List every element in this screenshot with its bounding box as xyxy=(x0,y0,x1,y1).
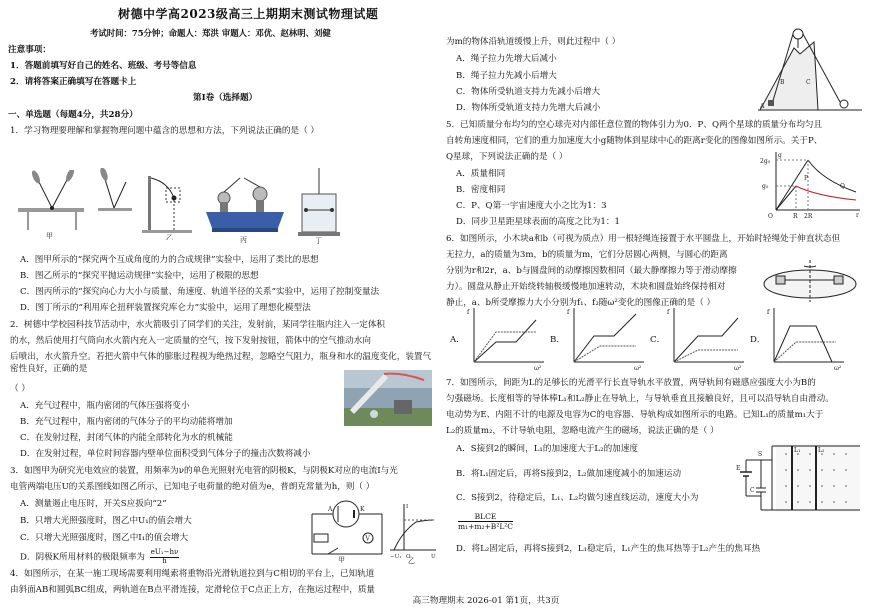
q6-option-d-label[interactable]: D． xyxy=(750,335,766,345)
q1-label-yi: 乙 xyxy=(166,234,173,240)
q1-figure-jia-2 xyxy=(96,168,136,240)
q7-option-c[interactable]: C．S接到2，待稳定后，L₁、L₂均做匀速直线运动，速度大小为 xyxy=(456,493,699,503)
q3-stem-line1: 3．如图甲为研究光电效应的装置，用频率为ν的单色光照射光电管的阴极K，与阴极K对应的电流I与光 xyxy=(10,466,398,476)
svg-text:C: C xyxy=(750,487,755,494)
q5-xtick: 2R xyxy=(804,213,813,220)
q1-label-bing: 丙 xyxy=(240,236,247,244)
q4-point-a: A xyxy=(760,103,765,110)
svg-text:A: A xyxy=(328,506,333,513)
q1-stem: 1．学习物理要理解和掌握物理问题中蕴含的思想和方法，下列说法正确的是（ ） xyxy=(10,126,319,136)
q3-figure-jia xyxy=(308,494,386,564)
q4-option-a[interactable]: A．绳子拉力先增大后减小 xyxy=(456,54,557,64)
q3-formula-denominator: h xyxy=(162,556,167,565)
q2-stem-line4: （ ） xyxy=(10,384,30,394)
q3-formula-numerator: eU₁−hν xyxy=(150,548,179,556)
exam-meta: 考试时间：75分钟；命题人：郑洪 审题人：邓优、赵林明、刘健 xyxy=(90,28,331,38)
q3-option-d-text: D．阴极K所用材料的极限频率为 xyxy=(20,552,146,563)
q6-axis-omega: ω² xyxy=(534,365,542,372)
q3-stem-line2: 电管两端电压U的关系图线如图乙所示，已知电子电荷量的绝对值为e，普朗克常量为h，则（ ） xyxy=(10,482,375,492)
svg-text:U: U xyxy=(431,554,436,560)
q6-option-b-label[interactable]: B． xyxy=(550,335,565,345)
q5-stem-line3: Q星球，下列说法正确的是（ ） xyxy=(446,152,568,162)
q2-stem-line2: 的水，然后使用打气筒向水火箭内充入一定质量的空气，按下发射按钮，箭体中的空气推动水向 xyxy=(10,336,371,346)
svg-text:L₂: L₂ xyxy=(818,447,825,454)
svg-text:L₁: L₁ xyxy=(794,447,801,454)
q2-option-c[interactable]: C．在发射过程，封闭气体的内能全部转化为水的机械能 xyxy=(20,433,233,443)
q7-stem-line4: L₂的质量m₂，不计导轨电阻，忽略电流产生的磁场，说法正确的是（ ） xyxy=(446,426,719,436)
q2-stem-line1: 2．树德中学校园科技节活动中，水火箭吸引了同学们的关注，发射前，某同学往瓶内注入一定体积 xyxy=(10,320,386,330)
q2-stem-line3: 后喷出，水火箭升空。若把火箭中气体的膨胀过程视为绝热过程，忽略空气阻力，瓶身和水的温度变化，装置气密性良好，正确的是 xyxy=(10,352,432,375)
q7-stem-line1: 7．如图所示，间距为L的足够长的光滑平行长直导轨水平放置，两导轨间有磁感应强度大小为B的 xyxy=(446,378,816,388)
q5-stem-line2: 自转角速度相同，它们的重力加速度大小g随物体到星球中心的距离r变化的图像如图所示。关于P、 xyxy=(446,136,823,146)
q5-ylabel: g xyxy=(778,152,782,159)
q5-option-c[interactable]: C．P、Q第一宇宙速度大小之比为1：3 xyxy=(456,201,607,211)
q5-xtick: R xyxy=(793,213,798,220)
q6-disk-figure xyxy=(760,258,860,304)
q6-axis-omega: ω² xyxy=(834,365,842,372)
notice-heading: 注意事项： xyxy=(8,45,51,55)
svg-text:V: V xyxy=(365,535,370,543)
q5-option-b[interactable]: B．密度相同 xyxy=(456,185,506,195)
exam-title: 树德中学高2023级高三上期期末测试物理试题 xyxy=(118,7,379,21)
q2-option-d[interactable]: D．在发射过程，单位时间容器内壁单位面积受到气体分子的撞击次数将减小 xyxy=(20,449,311,459)
q6-stem-line1: 6．如图所示，小木块a和b（可视为质点）用一根轻绳连接置于水平圆盘上，开始时轻绳处于伸直状态但 xyxy=(446,234,841,244)
q6-stem-line2: 无拉力，a的质量为3m，b的质量为m，它们分居圆心两侧，与圆心的距离 xyxy=(446,250,728,260)
q4-stem-line3: 为m的物体沿轨道缓慢上升，则此过程中（ ） xyxy=(446,37,621,47)
q1-figure-ding xyxy=(294,166,344,244)
svg-text:K: K xyxy=(360,506,365,513)
q1-option-b[interactable]: B．图乙所示的“探究平抛运动规律”实验中，运用了极限的思想 xyxy=(20,271,259,281)
q6-option-c-graph[interactable] xyxy=(666,306,746,372)
section-heading: 一、单选题（每题4分，共28分） xyxy=(8,110,138,120)
q4-point-c: C xyxy=(806,79,811,86)
svg-text:O: O xyxy=(406,554,411,560)
q5-g-vs-r-graph xyxy=(756,150,862,220)
q1-option-c[interactable]: C．图丙所示的“探究向心力大小与质量、角速度、轨道半径的关系”实验中，运用了控制变量法 xyxy=(20,287,380,297)
svg-text:E: E xyxy=(736,465,741,472)
q5-ytick: g₀ xyxy=(762,183,769,190)
q3-option-b[interactable]: B．只增大光照强度时，图乙中U₁的值会增大 xyxy=(20,516,192,526)
q4-option-c[interactable]: C．物体所受轨道支持力先减小后增大 xyxy=(456,87,601,97)
q5-stem-line1: 5．已知质量分布均匀的空心球壳对内部任意位置的物体引力为0．P、Q两个星球的质量分布均匀且 xyxy=(446,120,823,130)
q5-curve-p-fall xyxy=(808,160,856,192)
q3-option-c[interactable]: C．只增大光照强度时，图乙中I₁的值会增大 xyxy=(20,533,189,543)
q4-stem-line1: 4．如图所示，在某一施工现场需要利用绳索将重物沿光滑轨道拉到与C相切的平台上，已知轨道 xyxy=(10,569,375,579)
q1-figure-yi xyxy=(138,168,198,240)
q5-option-a[interactable]: A．质量相同 xyxy=(456,169,506,179)
q1-option-d[interactable]: D．图丁所示的“利用库仑扭秤装置探究库仑力”实验中，运用了理想化模型法 xyxy=(20,303,311,313)
q4-stem-line2: 由斜面AB和圆弧BC组成，两轨道在B点平滑连接，定滑轮位于C点正上方，在拖运过程中，质量 xyxy=(10,585,376,595)
q5-curve-label-q: Q xyxy=(840,183,845,190)
q7-option-a[interactable]: A．S接到2的瞬间，L₁的加速度大于L₂的加速度 xyxy=(456,444,638,454)
q5-xtick: O xyxy=(768,213,773,220)
q7-option-d[interactable]: D．将L₂固定后，再将S接到2，L₁稳定后，L₁产生的焦耳热等于L₂产生的焦耳热 xyxy=(456,544,761,554)
q5-curve-label-p: P xyxy=(804,175,809,182)
q2-water-rocket-photo xyxy=(344,370,432,426)
q7-circuit-figure xyxy=(736,440,862,516)
q1-label-jia: 甲 xyxy=(46,232,53,240)
q1-figure-jia xyxy=(16,170,88,240)
q2-option-a[interactable]: A．充气过程中，瓶内密闭的气体压强将变小 xyxy=(20,401,190,411)
q4-point-b: B xyxy=(780,79,785,86)
q4-option-d[interactable]: D．物体所受轨道支持力先增大后减小 xyxy=(456,103,601,113)
q1-label-ding: 丁 xyxy=(315,237,322,244)
q7-formula-numerator: BLCE xyxy=(458,512,513,522)
notice-item: 2．请将答案正确填写在答题卡上 xyxy=(10,77,137,87)
q6-axis-f: f xyxy=(767,309,770,316)
q7-stem-line2: 匀强磁场。长度相等的导体棒L₁和L₂静止在导轨上，与导轨垂直且接触良好，且可以沿导轨自由滑动。 xyxy=(446,394,834,404)
q5-curve-p-rise xyxy=(776,160,808,210)
q7-formula xyxy=(458,512,513,531)
q3-label-yi: 乙 xyxy=(408,557,415,564)
q6-option-a-label[interactable]: A． xyxy=(450,335,465,345)
q5-xlabel: r xyxy=(856,212,859,219)
q6-axis-omega: ω² xyxy=(634,365,642,372)
q1-option-a[interactable]: A．图甲所示的“探究两个互成角度的力的合成规律”实验中，运用了类比的思想 xyxy=(20,255,319,265)
q3-label-jia: 甲 xyxy=(338,556,345,564)
q5-ytick: 2g₀ xyxy=(760,158,771,165)
q6-stem-line4: 力）。圆盘从静止开始绕转轴极缓慢地加速转动，木块和圆盘始终保持相对 xyxy=(446,282,726,292)
q2-option-b[interactable]: B．充气过程中，瓶内密闭的气体分子的平均动能将增加 xyxy=(20,417,233,427)
q6-axis-f: f xyxy=(567,309,570,316)
q6-option-b-graph[interactable] xyxy=(566,306,646,372)
q6-stem-line3: 分别为r和2r，a、b与圆盘间的动摩擦因数相同（最大静摩擦力等于滑动摩擦 xyxy=(446,266,737,276)
svg-text:I: I xyxy=(406,504,409,510)
q6-axis-omega: ω² xyxy=(734,365,742,372)
q6-axis-f: f xyxy=(667,309,670,316)
q7-stem-line3: 电动势为E、内阻不计的电源及电容为C的电容器、导轨构成如图所示的电路。已知L₁的质量m₁大于 xyxy=(446,410,824,420)
q6-stem-line5: 静止，a、b所受摩擦力大小分别为f₁、f₂随ω²变化的图像正确的是（ ） xyxy=(446,298,716,308)
page-footer: 高三物理期末 2026-01 第1页，共3页 xyxy=(412,596,560,606)
q7-option-b[interactable]: B．将L₁固定后，再将S接到2，L₂做加速度减小的加速运动 xyxy=(456,469,682,479)
q5-option-d[interactable]: D．同步卫星距星球表面的高度之比为1：1 xyxy=(456,217,620,227)
q3-formula xyxy=(150,549,179,565)
q3-figure-yi xyxy=(386,500,438,564)
q6-option-d-graph[interactable] xyxy=(766,306,846,372)
svg-text:−U₁: −U₁ xyxy=(390,554,402,560)
q6-axis-f: f xyxy=(467,309,470,316)
q5-curve-q-rise xyxy=(776,186,796,210)
q6-option-c-label[interactable]: C． xyxy=(650,335,666,345)
q1-figure-bing xyxy=(200,168,290,244)
q3-option-d[interactable] xyxy=(20,549,179,565)
q4-track-figure xyxy=(758,28,862,112)
q6-option-a-graph[interactable] xyxy=(466,306,546,372)
q7-formula-denominator: m₁+m₂+B²L²C xyxy=(458,522,514,531)
svg-text:S: S xyxy=(758,451,763,458)
part-heading: 第Ⅰ卷（选择题） xyxy=(193,93,258,103)
q4-option-b[interactable]: B．绳子拉力先减小后增大 xyxy=(456,71,557,81)
notice-item: 1．答题前填写好自己的姓名、班级、考号等信息 xyxy=(10,61,197,71)
q3-option-a[interactable]: A．测量遏止电压时，开关S应扳向“2” xyxy=(20,499,167,509)
